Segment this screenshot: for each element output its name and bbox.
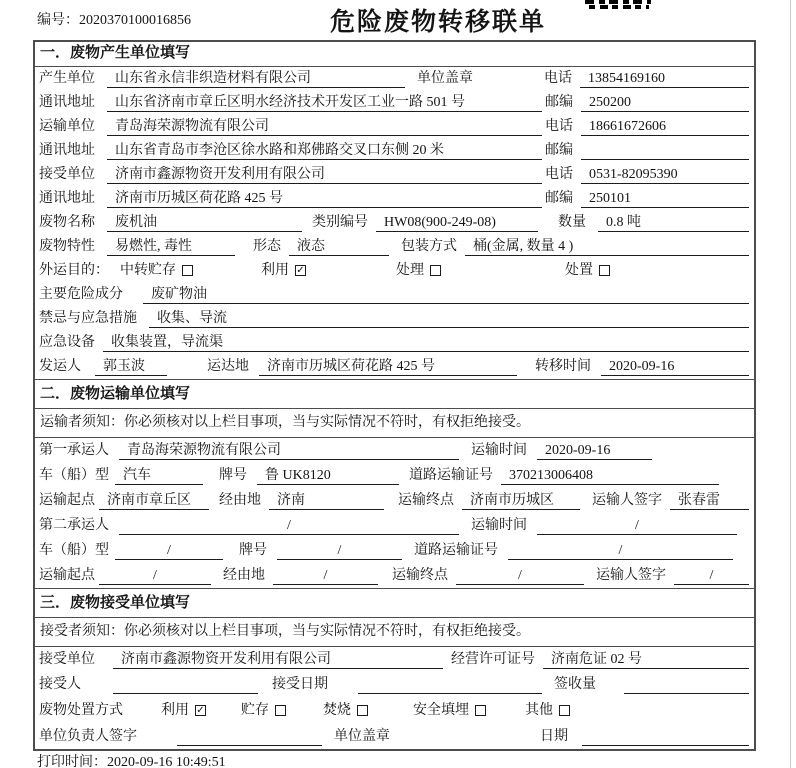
producer-tel-value: 13854169160 [580,69,749,88]
transport-time-label: 运输时间 [471,443,527,458]
vehicle-type-2-value: / [115,541,223,560]
accept-date-label: 接受日期 [272,677,328,692]
accepting-unit-row [35,647,754,672]
option-label: 焚烧 [323,703,351,718]
dispatch-row [35,355,754,379]
checkbox-unchecked-icon [430,265,441,276]
checkmark [358,706,367,716]
section-3-heading: 三．废物接受单位填写 [35,588,754,618]
waste-qty-value: 0.8 吨 [598,213,749,232]
packing-label: 包装方式 [401,239,457,254]
route-end-label: 运输终点 [398,493,454,508]
second-carrier-label: 第二承运人 [39,518,109,533]
first-carrier-value: 青岛海荣源物流有限公司 [119,441,459,460]
unit-stamp-label: 单位盖章 [417,71,473,86]
carrier-sign-label: 运输人签字 [592,493,662,508]
packing-value: 桶(金属, 数量 4 ) [465,237,749,256]
checkbox-checked-icon [295,265,306,276]
acceptance-row [35,672,754,697]
producer-label: 产生单位 [39,71,95,86]
receiver-tel-label: 电话 [545,167,573,182]
section-1-heading: 一．废物产生单位填写 [35,42,754,67]
acceptor-label: 接受人 [39,677,81,692]
outbound-purpose-row [35,259,754,283]
checkmark [600,266,609,276]
checkmark [276,706,285,716]
waste-qty-label: 数量 [558,215,586,230]
license-value: 济南危证 02 号 [543,650,749,669]
date-label: 日期 [540,729,568,744]
accept-date-value [358,675,542,694]
route-2-row [35,563,754,588]
unit-head-sign-label: 单位负责人签字 [39,729,137,744]
waste-trait-label: 废物特性 [39,239,95,254]
receiver-tel-value: 0531-82095390 [581,165,749,184]
receiver-notice: 接受者须知：你必须核对以上栏目事项，当与实际情况不符时，有权拒绝接受。 [35,618,754,647]
accepting-unit-label: 接受单位 [39,652,95,667]
document-number-value: 2020370100016856 [79,13,191,28]
transfer-time-value: 2020-09-16 [601,357,749,376]
disposal-option-other [525,701,570,720]
producer-address-value: 山东省济南市章丘区明水经济技术开发区工业一路 501 号 [107,93,542,112]
waste-name-row [35,211,754,235]
accepting-unit-value: 济南市鑫源物资开发利用有限公司 [113,650,443,669]
transport-time-2-value: / [537,516,737,535]
outbound-purpose-label: 外运目的： [39,263,109,278]
road-permit-value: 370213006408 [501,466,719,485]
option-label: 处置 [565,263,593,278]
emergency-measures-value: 收集、导流 [149,309,749,328]
checkmark [183,266,192,276]
print-time-value: 2020-09-16 10:49:51 [107,755,226,768]
route-end-value: 济南市历城区 [462,491,580,510]
emergency-equipment-label: 应急设备 [39,335,95,350]
option-label: 其他 [525,703,553,718]
route-end-2-value: / [456,566,584,585]
second-carrier-value: / [119,516,459,535]
disposal-option-incinerate [323,701,368,720]
section-2-heading: 二．废物运输单位填写 [35,379,754,409]
waste-code-value: HW08(900-249-08) [376,213,538,232]
receiver-row [35,163,754,187]
emergency-measures-row [35,307,754,331]
waste-form-label: 形态 [253,239,281,254]
checkbox-checked-icon [195,705,206,716]
purpose-option-transfer-storage [120,261,193,280]
plate-value: 鲁 UK8120 [257,466,399,485]
vehicle-type-label: 车（船）型 [39,468,109,483]
carrier-sign-2-value: / [674,566,749,585]
destination-value: 济南市历城区荷花路 425 号 [259,357,517,376]
road-permit-2-label: 道路运输证号 [414,543,498,558]
qr-code-fragment [585,0,651,9]
dispatcher-label: 发运人 [39,359,81,374]
producer-tel-label: 电话 [544,71,572,86]
document-number [37,9,191,29]
transporter-tel-label: 电话 [545,119,573,134]
transporter-address-label: 通讯地址 [39,143,95,158]
transporter-value: 青岛海荣源物流有限公司 [107,117,542,136]
option-label: 利用 [261,263,289,278]
option-label: 贮存 [241,703,269,718]
checkmark [560,706,569,716]
plate-2-value: / [277,541,402,560]
waste-name-label: 废物名称 [39,215,95,230]
received-qty-value [624,675,749,694]
print-time-label: 打印时间： [37,755,107,768]
option-label: 中转贮存 [120,263,176,278]
road-permit-2-value: / [508,541,733,560]
received-qty-label: 签收量 [554,677,596,692]
route-via-2-label: 经由地 [223,568,265,583]
checkbox-unchecked-icon [357,705,368,716]
producer-zip-value: 250200 [581,93,749,112]
disposal-method-label: 废物处置方式 [39,703,123,718]
second-carrier-row [35,513,754,538]
checkmark [431,266,440,276]
vehicle-type-value: 汽车 [115,466,203,485]
transporter-notice: 运输者须知：你必须核对以上栏目事项，当与实际情况不符时，有权拒绝接受。 [35,409,754,438]
receiver-value: 济南市鑫源物资开发利用有限公司 [107,165,542,184]
date-value [582,727,749,746]
checkmark: ✓ [296,265,305,276]
option-label: 安全填埋 [413,703,469,718]
checkbox-unchecked-icon [559,705,570,716]
producer-zip-label: 邮编 [545,95,573,110]
plate-label: 牌号 [219,468,247,483]
license-label: 经营许可证号 [451,652,535,667]
transporter-tel-value: 18661672606 [581,117,749,136]
waste-form-value: 液态 [289,237,389,256]
road-permit-label: 道路运输证号 [409,468,493,483]
page-title: 危险废物转移联单 [330,9,547,36]
vehicle-1-row [35,463,754,488]
print-time [37,751,226,768]
route-end-2-label: 运输终点 [392,568,448,583]
disposal-method-row [35,697,754,723]
checkbox-unchecked-icon [475,705,486,716]
transporter-zip-label: 邮编 [545,143,573,158]
carrier-sign-value: 张春雷 [670,491,749,510]
transporter-address-row [35,139,754,163]
route-via-2-value: / [273,566,378,585]
transport-time-value: 2020-09-16 [537,441,652,460]
first-carrier-row [35,438,754,463]
purpose-option-dispose [565,261,610,280]
unit-head-sign-value [177,727,322,746]
dispatcher-value: 郭玉波 [95,357,167,376]
receiver-address-value: 济南市历城区荷花路 425 号 [107,189,542,208]
document-number-label: 编号： [37,13,79,28]
transfer-manifest-form [33,40,756,751]
qr-row-2 [589,5,649,9]
checkmark [476,706,485,716]
waste-code-label: 类别编号 [312,215,368,230]
disposal-option-landfill [413,701,486,720]
vehicle-2-row [35,538,754,563]
waste-trait-row [35,235,754,259]
transporter-zip-value [581,141,749,160]
waste-name-value: 废机油 [107,213,302,232]
option-label: 处理 [396,263,424,278]
receiver-address-row [35,187,754,211]
route-1-row [35,488,754,513]
hazard-component-row [35,283,754,307]
route-start-label: 运输起点 [39,493,95,508]
waste-trait-value: 易燃性, 毒性 [107,237,235,256]
vehicle-type-2-label: 车（船）型 [39,543,109,558]
transporter-label: 运输单位 [39,119,95,134]
purpose-option-utilize [261,261,306,280]
disposal-option-storage [241,701,286,720]
destination-label: 运达地 [207,359,249,374]
route-via-label: 经由地 [219,493,261,508]
hazard-component-label: 主要危险成分 [39,287,123,302]
signoff-row [35,723,754,749]
acceptor-value [113,675,258,694]
receiver-zip-label: 邮编 [545,191,573,206]
producer-address-label: 通讯地址 [39,95,95,110]
route-start-value: 济南市章丘区 [99,491,209,510]
route-start-2-label: 运输起点 [39,568,95,583]
unit-stamp-3-label: 单位盖章 [334,729,390,744]
carrier-sign-2-label: 运输人签字 [596,568,666,583]
purpose-option-treat [396,261,441,280]
emergency-equipment-value: 收集装置，导流渠 [103,333,749,352]
option-label: 利用 [161,703,189,718]
receiver-label: 接受单位 [39,167,95,182]
plate-2-label: 牌号 [239,543,267,558]
producer-value: 山东省永信非织造材料有限公司 [107,69,405,88]
producer-address-row [35,91,754,115]
transporter-row [35,115,754,139]
route-start-2-value: / [99,566,211,585]
receiver-address-label: 通讯地址 [39,191,95,206]
emergency-equipment-row [35,331,754,355]
checkbox-unchecked-icon [599,265,610,276]
checkbox-unchecked-icon [275,705,286,716]
page-edge-line [790,0,791,768]
qr-row-1 [585,0,651,4]
checkbox-unchecked-icon [182,265,193,276]
receiver-zip-value: 250101 [581,189,749,208]
emergency-measures-label: 禁忌与应急措施 [39,311,137,326]
transport-time-2-label: 运输时间 [471,518,527,533]
route-via-value: 济南 [269,491,384,510]
transfer-time-label: 转移时间 [535,359,591,374]
disposal-option-utilize [161,701,206,720]
hazard-component-value: 废矿物油 [143,285,749,304]
first-carrier-label: 第一承运人 [39,443,109,458]
producer-row [35,67,754,91]
checkmark: ✓ [196,705,205,716]
transporter-address-value: 山东省青岛市李沧区徐水路和郑佛路交叉口东侧 20 米 [107,141,542,160]
